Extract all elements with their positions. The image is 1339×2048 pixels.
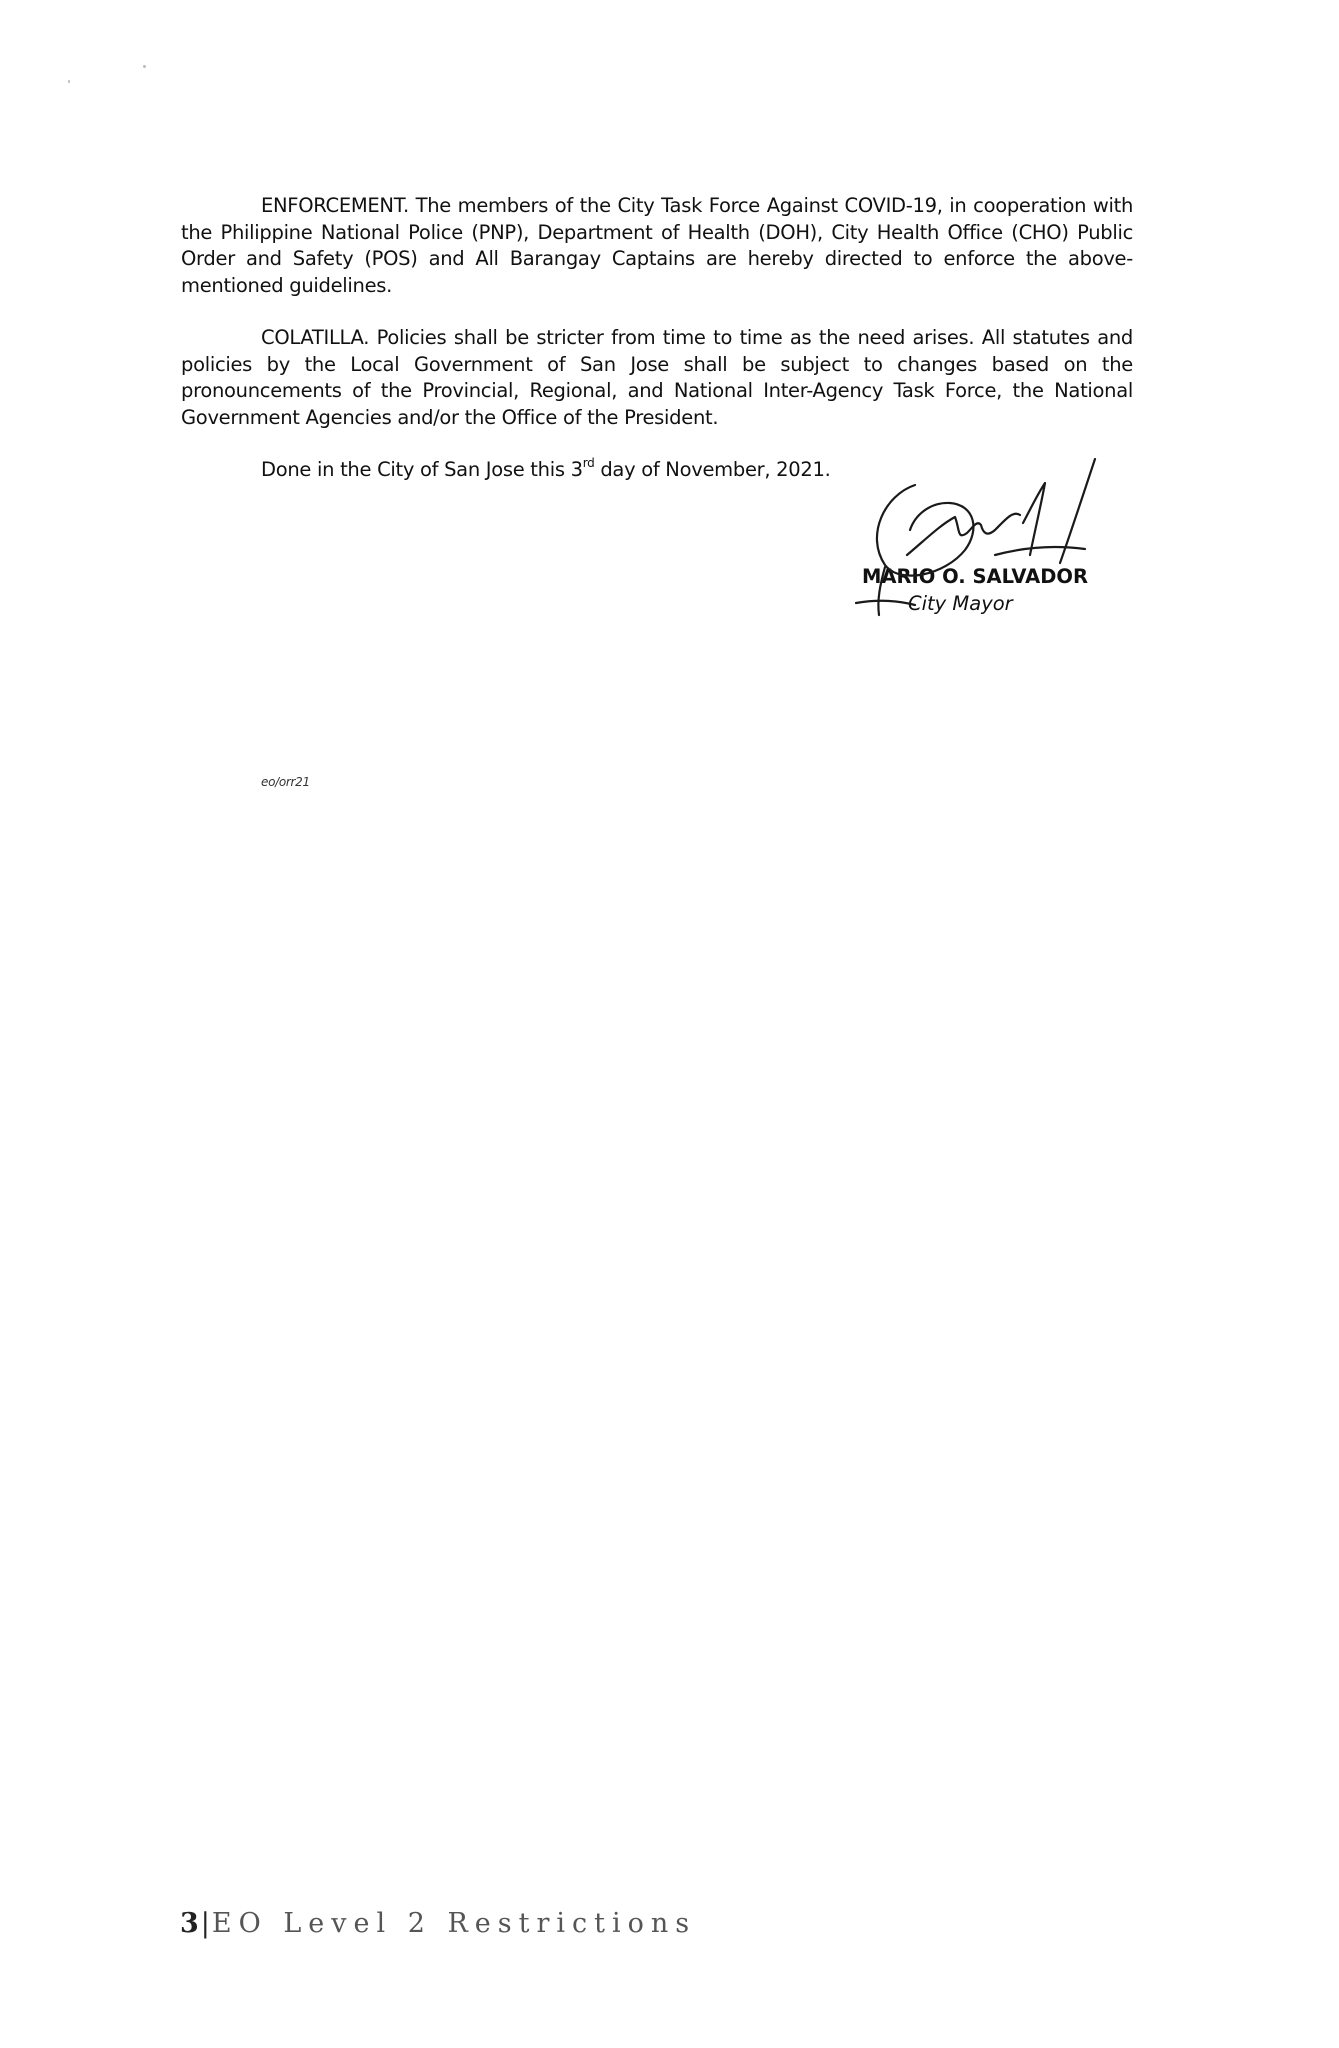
enforcement-paragraph bbox=[181, 193, 1133, 299]
colatilla-text: COLATILLA. Policies shall be stricter from time to time as the need arises. All statutes and policies by the Local Government of San Jose shall be subject to changes based on the pronouncements of the Provincial, Regional, and National Inter-Agency Task Force, the National Government Agencies and/or the Office of the President. bbox=[181, 326, 1133, 429]
scan-speck bbox=[143, 65, 146, 68]
page-footer bbox=[180, 1908, 696, 1939]
footer-page-number: 3 bbox=[180, 1908, 199, 1939]
done-text-before: Done in the City of San Jose this 3 bbox=[261, 458, 583, 481]
colatilla-paragraph bbox=[181, 325, 1133, 431]
done-ordinal: rd bbox=[582, 455, 595, 470]
scan-speck bbox=[68, 80, 70, 83]
signatory-title: City Mayor bbox=[908, 592, 1013, 615]
done-date-line bbox=[261, 457, 830, 483]
reference-code: eo/orr21 bbox=[261, 775, 310, 789]
done-text-after: day of November, 2021. bbox=[594, 458, 831, 481]
handwritten-signature bbox=[855, 455, 1115, 625]
footer-separator: | bbox=[200, 1908, 210, 1939]
signatory-name: MARIO O. SALVADOR bbox=[862, 565, 1088, 588]
footer-title: EO Level 2 Restrictions bbox=[211, 1908, 697, 1939]
enforcement-text: ENFORCEMENT. The members of the City Task Force Against COVID-19, in cooperation with the Philippine National Police (PNP), Department of Health (DOH), City Health Office (CHO) Public Order and Safety (POS) and All Barangay Captains are hereby directed to enforce the above-mentioned guidelines. bbox=[181, 194, 1133, 297]
